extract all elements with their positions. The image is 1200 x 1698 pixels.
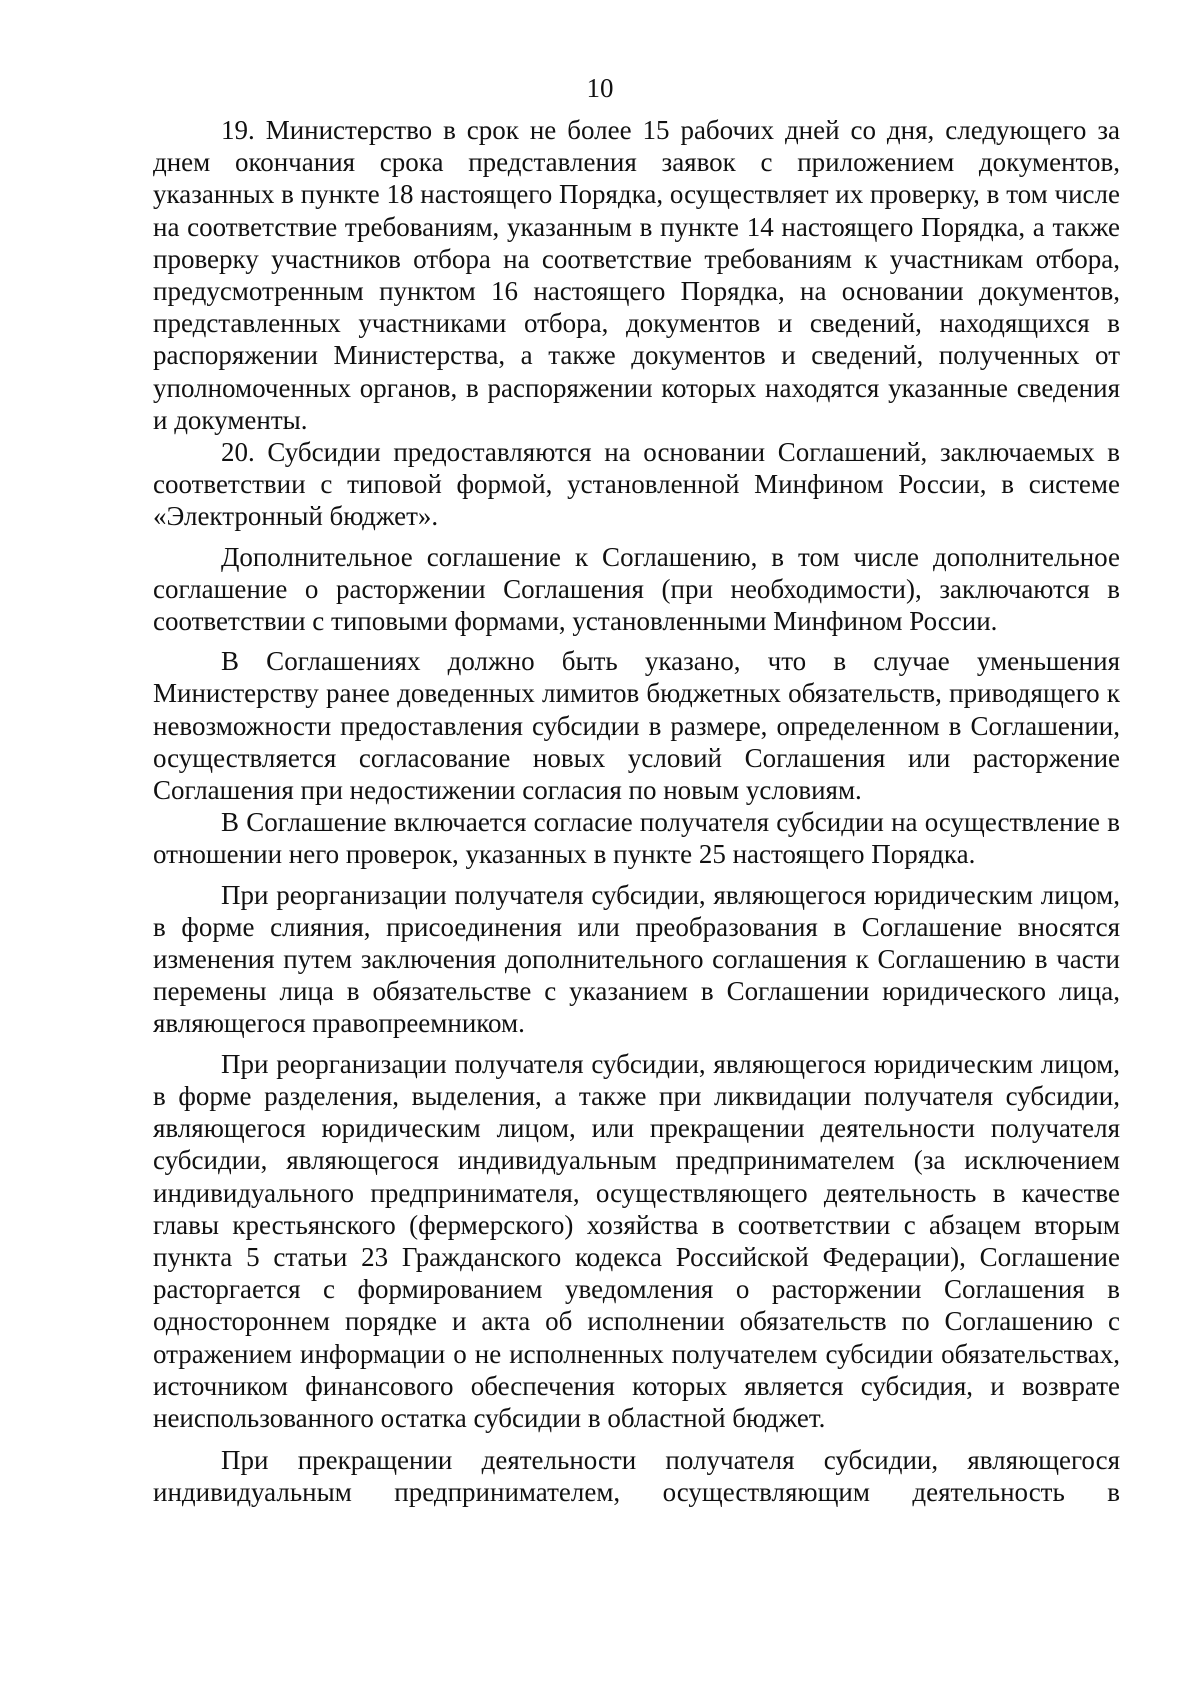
document-body [153, 114, 1120, 1509]
paragraph-20: 20. Субсидии предоставляются на основании Соглашений, заключаемых в соответствии с типовой формой, установленной Минфином России, в системе «Электронный бюджет». [153, 437, 1120, 532]
paragraph-additional-agreement: Дополнительное соглашение к Соглашению, в том числе дополнительное соглашение о расторжении Соглашения (при необходимости), заключаются в соответствии с типовыми формами, установленными Минфином России. [153, 541, 1120, 637]
paragraph-consent-inspections: В Соглашение включается согласие получателя субсидии на осуществление в отношении него проверок, указанных в пункте 25 настоящего Порядка. [153, 807, 1120, 870]
paragraph-19: 19. Министерство в срок не более 15 рабочих дней со дня, следующего за днем окончания срока представления заявок с приложением документов, указанных в пункте 18 настоящего Порядка, осуществляет их проверку, в том числе на соответствие требованиям, указанным в пункте 14 настоящего Порядка, а также проверку участников отбора на соответствие требованиям к участникам отбора, предусмотренным пунктом 16 настоящего Порядка, на основании документов, представленных участниками отбора, документов и сведений, находящихся в распоряжении Министерства, а также документов и сведений, полученных от уполномоченных органов, в распоряжении которых находятся указанные сведения и документы. [153, 115, 1120, 435]
paragraph-limits-reduction: В Соглашениях должно быть указано, что в случае уменьшения Министерству ранее доведенных лимитов бюджетных обязательств, приводящего к невозможности предоставления субсидии в размере, определенном в Соглашении, осуществляется согласование новых условий Соглашения или расторжение Соглашения при недостижении согласия по новым условиям. [153, 646, 1120, 806]
page-number: 10 [586, 73, 614, 103]
paragraph-termination-entrepreneur: При прекращении деятельности получателя субсидии, являющегося индивидуальным предпринимателем, осуществляющим деятельность в [153, 1445, 1120, 1508]
paragraph-reorganization-division: При реорганизации получателя субсидии, являющегося юридическим лицом, в форме разделения, выделения, а также при ликвидации получателя субсидии, являющегося юридическим лицом, или прекращении деятельности получателя субсидии, являющегося индивидуальным предпринимателем (за исключением индивидуального предпринимателя, осуществляющего деятельность в качестве главы крестьянского (фермерского) хозяйства в соответствии с абзацем вторым пункта 5 статьи 23 Гражданского кодекса Российской Федерации), Соглашение расторгается с формированием уведомления о расторжении Соглашения в одностороннем порядке и акта об исполнении обязательств по Соглашению с отражением информации о не исполненных получателем субсидии обязательствах, источником финансового обеспечения которых является субсидия, и возврате неиспользованного остатка субсидии в областной бюджет. [153, 1048, 1120, 1433]
paragraph-reorganization-merger: При реорганизации получателя субсидии, являющегося юридическим лицом, в форме слияния, присоединения или преобразования в Соглашение вносятся изменения путем заключения дополнительного соглашения к Соглашению в части перемены лица в обязательстве с указанием в Соглашении юридического лица, являющегося правопреемником. [153, 879, 1120, 1039]
